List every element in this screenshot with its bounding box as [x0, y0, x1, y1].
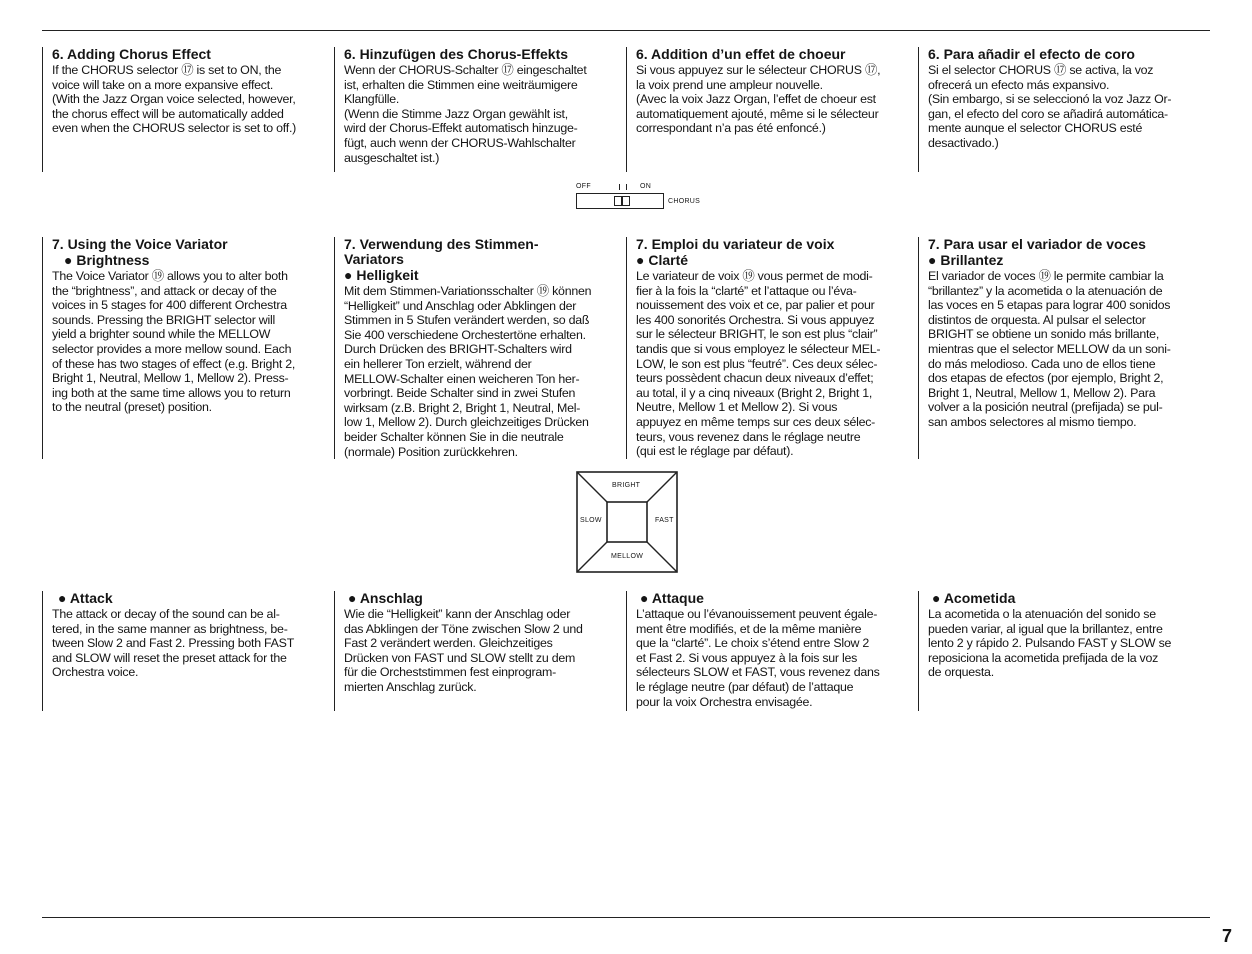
section-subtitle: ● Brightness [64, 252, 150, 268]
section-chorus-de [334, 47, 624, 172]
section-attack-en [42, 591, 332, 711]
section-attack-fr [626, 591, 918, 711]
section-body: Wie die “Helligkeit” kann der Anschlag oder das Abklingen der Töne zwischen Slow 2 und Fast 2 verändert werden. Gleichzeitiges Drücken von FAST und SLOW stellt zu dem für die Orcheststimmen fest einprogram- mierten Anschlag zurück. [344, 607, 583, 694]
section-body: L’attaque ou l’évanouissement peuvent égale- ment être modifiés, et de la même manière que la “clarté”. Le choix s’étend entre Slow 2 et Fast 2. Si vous appuyez à la fois sur les sélecteurs SLOW et FAST, vous revenez dans le réglage neutre (par défaut) de l’attaque pour la voix Orchestra envisagée. [636, 607, 880, 709]
section-chorus-es [918, 47, 1210, 172]
section-subtitle: ● Anschlag [348, 590, 423, 606]
section-title: 7. Para usar el variador de voces [928, 236, 1146, 252]
top-rule [42, 30, 1210, 31]
chorus-off-label: OFF [576, 183, 591, 190]
section-title: 6. Hinzufügen des Chorus-Effekts [344, 46, 569, 62]
section-variator-fr [626, 237, 918, 459]
section-title: 7. Using the Voice Variator [52, 236, 228, 252]
section-title: 7. Emploi du variateur de voix [636, 236, 835, 252]
section-chorus-en [42, 47, 332, 172]
section-body: Le variateur de voix ⑲ vous permet de modi- fier à la fois la “clarté” et l’attaque ou l’éva- nouissement des voix et ce, par palier et pour les 400 sonorités Orchestra. Si vous appuyez sur le sélecteur BRIGHT, le son est plus “clair” tandis que si vous employez le sélecteur MEL- LOW, le son est plus “feutré”. Ces deux sélec- teurs possèdent chacun deux niveaux d’effet; au total, il y a cinq niveaux (Bright 2, Bright 1, Neutre, Mellow 1 et Mellow 2). Si vous appuyez en même temps sur ces deux sélec- teurs, vous revenez dans le réglage neutre (qui est le réglage par défaut). [636, 269, 881, 459]
chorus-name-label: CHORUS [668, 198, 701, 205]
section-title: 6. Addition d’un effet de choeur [636, 46, 846, 62]
mellow-label: MELLOW [611, 553, 644, 560]
section-body: La acometida o la atenuación del sonido se pueden variar, al igual que la brillantez, entre lento 2 y rápido 2. Pulsando FAST y SLOW se reposiciona la acometida prefijada de la voz de orquesta. [928, 607, 1172, 680]
section-title: 7. Verwendung des Stimmen- Variators [344, 236, 539, 267]
chorus-on-label: ON [640, 183, 652, 190]
switch-knob-divider [621, 196, 623, 206]
chorus-switch [576, 193, 664, 209]
section-subtitle: ● Clarté [636, 252, 689, 268]
switch-tick [626, 184, 627, 190]
section-chorus-fr [626, 47, 918, 172]
section-body: The Voice Variator ⑲ allows you to alter both the “brightness”, and attack or decay of the voices in 5 stages for 400 different Orchestra sounds. Pressing the BRIGHT selector will yield a brighter sound while the MELLOW selector provides a more mellow sound. Each of these has two stages of effect (e.g. Bright 2, Bright 1, Neutral, Mellow 1, Mellow 2). Press- ing both at the same time allows you to return to the neutral (preset) position. [52, 269, 296, 415]
voice-variator-diagram [576, 471, 678, 573]
section-subtitle: ● Attack [58, 590, 113, 606]
page-number: 7 [1221, 926, 1232, 946]
section-body: El variador de voces ⑲ le permite cambiar la “brillantez” y la acometida o la atenuación de las voces en 5 etapas para lograr 400 sonidos distintos de orquesta. Al pulsar el selector BRIGHT se obtiene un sonido más brillante, mientras que el selector MELLOW da un soni- do más melodioso. Cada uno de ellos tiene dos etapas de efectos (por ejemplo, Bright 2, Bright 1, Neutral, Mellow 1, Mellow 2). Para volver a la posición neutral (prefijada) se pul- san ambos selectores al mismo tiempo. [928, 269, 1171, 429]
chorus-switch-diagram [576, 180, 716, 216]
section-variator-en [42, 237, 332, 459]
section-attack-es [918, 591, 1210, 711]
section-body: If the CHORUS selector ⑰ is set to ON, the voice will take on a more expansive effect. (With the Jazz Organ voice selected, however, the chorus effect will be automatically added even when the CHORUS selector is set to off.) [52, 63, 297, 136]
bright-label: BRIGHT [612, 482, 641, 489]
section-attack-de [334, 591, 624, 711]
section-subtitle: ● Attaque [640, 590, 704, 606]
section-body: Mit dem Stimmen-Variationsschalter ⑲ können “Helligkeit” und Anschlag oder Abklingen der Stimmen in 5 Stufen verändert werden, so daß Sie 400 verschiedene Orchestertöne erhalten. Durch Drücken des BRIGHT-Schalters wird ein hellerer Ton erzielt, während der MELLOW-Schalter einen weicheren Ton her- vorbringt. Beide Schalter sind in zwei Stufen wirksam (z.B. Bright 2, Bright 1, Neutral, Mel- low 1, Mellow 2). Durch gleichzeitiges Drücken beider Schalter können Sie in die neutrale (normale) Position zurückkehren. [344, 284, 592, 459]
section-title: 6. Adding Chorus Effect [52, 46, 211, 62]
section-body: The attack or decay of the sound can be al- tered, in the same manner as brightness, be- tween Slow 2 and Fast 2. Pressing both FAST and SLOW will reset the preset attack for the Orchestra voice. [52, 607, 295, 680]
fast-label: FAST [655, 517, 674, 524]
section-body: Si el selector CHORUS ⑰ se activa, la voz ofrecerá un efecto más expansivo. (Sin embargo, si se seleccionó la voz Jazz Or- gan, el efecto del coro se añadirá automática- mente aunque el selector CHORUS esté desactivado.) [928, 63, 1172, 150]
switch-tick [619, 184, 620, 190]
section-title: 6. Para añadir el efecto de coro [928, 46, 1135, 62]
section-body: Wenn der CHORUS-Schalter ⑰ eingeschaltet ist, erhalten die Stimmen eine weiträumigere Klangfülle. (Wenn die Stimme Jazz Organ gewählt ist, wird der Chorus-Effekt automatisch hinzuge- fügt, auch wenn der CHORUS-Wahlschalter ausgeschaltet ist.) [344, 63, 587, 165]
section-subtitle: ● Brillantez [928, 252, 1004, 268]
section-subtitle: ● Acometida [932, 590, 1016, 606]
bottom-rule [42, 917, 1210, 918]
slow-label: SLOW [580, 517, 602, 524]
section-body: Si vous appuyez sur le sélecteur CHORUS ⑰, la voix prend une ampleur nouvelle. (Avec la voix Jazz Organ, l’effet de choeur est automatiquement ajouté, même si le sélecteur correspondant n’a pas été enfoncé.) [636, 63, 881, 136]
section-variator-de [334, 237, 624, 459]
section-variator-es [918, 237, 1210, 459]
section-subtitle: ● Helligkeit [344, 267, 419, 283]
